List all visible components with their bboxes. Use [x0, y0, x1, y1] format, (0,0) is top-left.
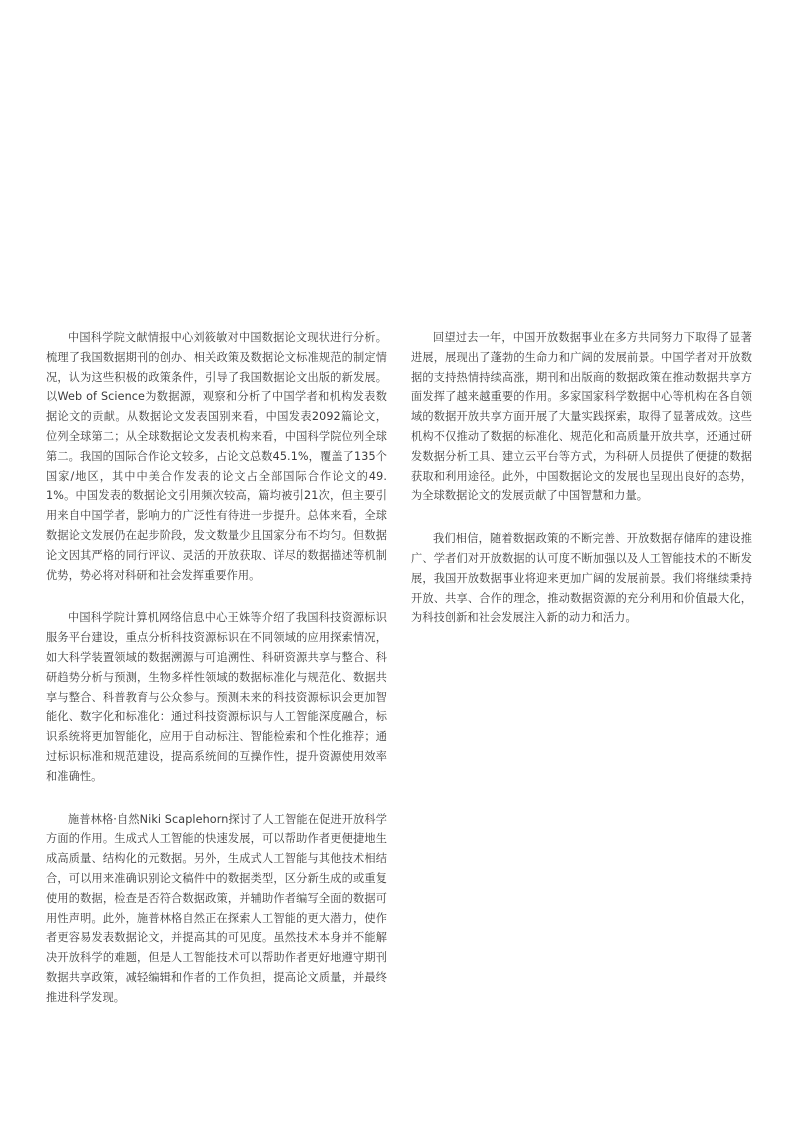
paragraph-resource-identifier: 中国科学院计算机网络信息中心王姝等介绍了我国科技资源标识服务平台建设，重点分析科技资源标识在不同领域的应用探索情况，如大科学装置领域的数据溯源与可追溯性、科研资源共享与整合、科研趋势分析与预测，生物多样性领域的数据标准化与规范化、数据共享与整合、科普教育与公众参与。预测未来的科技资源标识会更加智能化、数字化和标准化：通过科技资源标识与人工智能深度融合，标识系统将更加智能化，应用于自动标注、智能检索和个性化推荐；通过标识标准和规范建设，提高系统间的互操作性，提升资源使用效率和准确性。: [46, 611, 387, 783]
paragraph-year-review: 回望过去一年，中国开放数据事业在多方共同努力下取得了显著进展，展现出了蓬勃的生命力和广阔的发展前景。中国学者对开放数据的支持热情持续高涨，期刊和出版商的数据政策在推动数据共享方面发挥了越来越重要的作用。多家国家科学数据中心等机构在各自领域的数据开放共享方面开展了大量实践探索，取得了显著成效。这些机构不仅推动了数据的标准化、规范化和高质量开放共享，还通过研发数据分析工具、建立云平台等方式，为科研人员提供了便捷的数据获取和利用途径。此外，中国数据论文的发展也呈现出良好的态势，为全球数据论文的发展贡献了中国智慧和力量。: [411, 331, 752, 503]
left-text-column: [46, 328, 387, 1031]
paragraph-outlook: 我们相信，随着数据政策的不断完善、开放数据存储库的建设推广、学者们对开放数据的认可度不断加强以及人工智能技术的不断发展，我国开放数据事业将迎来更加广阔的发展前景。我们将继续秉持开放、共享、合作的理念，推动数据资源的充分利用和价值最大化，为科技创新和社会发展注入新的动力和活力。: [411, 532, 752, 625]
right-text-column: [411, 328, 752, 651]
paragraph-data-paper-status: 中国科学院文献情报中心刘筱敏对中国数据论文现状进行分析。梳理了我国数据期刊的创办、相关政策及数据论文标准规范的制定情况，认为这些积极的政策条件，引导了我国数据论文出版的新发展。以Web of Science为数据源，观察和分析了中国学者和机构发表数据论文的贡献。从数据论文发表国别来看，中国发表2092篇论文，位列全球第二；从全球数据论文发表机构来看，中国科学院位列全球第二。我国的国际合作论文较多，占论文总数45.1%，覆盖了135个国家/地区，其中中美合作发表的论文占全部国际合作论文的49.1%。中国发表的数据论文引用频次较高，篇均被引21次，但主要引用来自中国学者，影响力的广泛性有待进一步提升。总体来看，全球数据论文发展仍在起步阶段，发文数量少且国家分布不均匀。但数据论文因其严格的同行评议、灵活的开放获取、详尽的数据描述等机制优势，势必将对科研和社会发挥重要作用。: [46, 331, 387, 582]
paragraph-ai-open-science: 施普林格·自然Niki Scaplehorn探讨了人工智能在促进开放科学方面的作用。生成式人工智能的快速发展，可以帮助作者更便捷地生成高质量、结构化的元数据。另外，生成式人工智能与其他技术相结合，可以用来准确识别论文稿件中的数据类型，区分新生成的或重复使用的数据，检查是否符合数据政策，并辅助作者编写全面的数据可用性声明。此外，施普林格自然正在探索人工智能的更大潜力，使作者更容易发表数据论文，并提高其的可见度。虽然技术本身并不能解决开放科学的难题，但是人工智能技术可以帮助作者更好地遵守期刊数据共享政策，减轻编辑和作者的工作负担，提高论文质量，并最终推进科学发现。: [46, 812, 387, 1004]
